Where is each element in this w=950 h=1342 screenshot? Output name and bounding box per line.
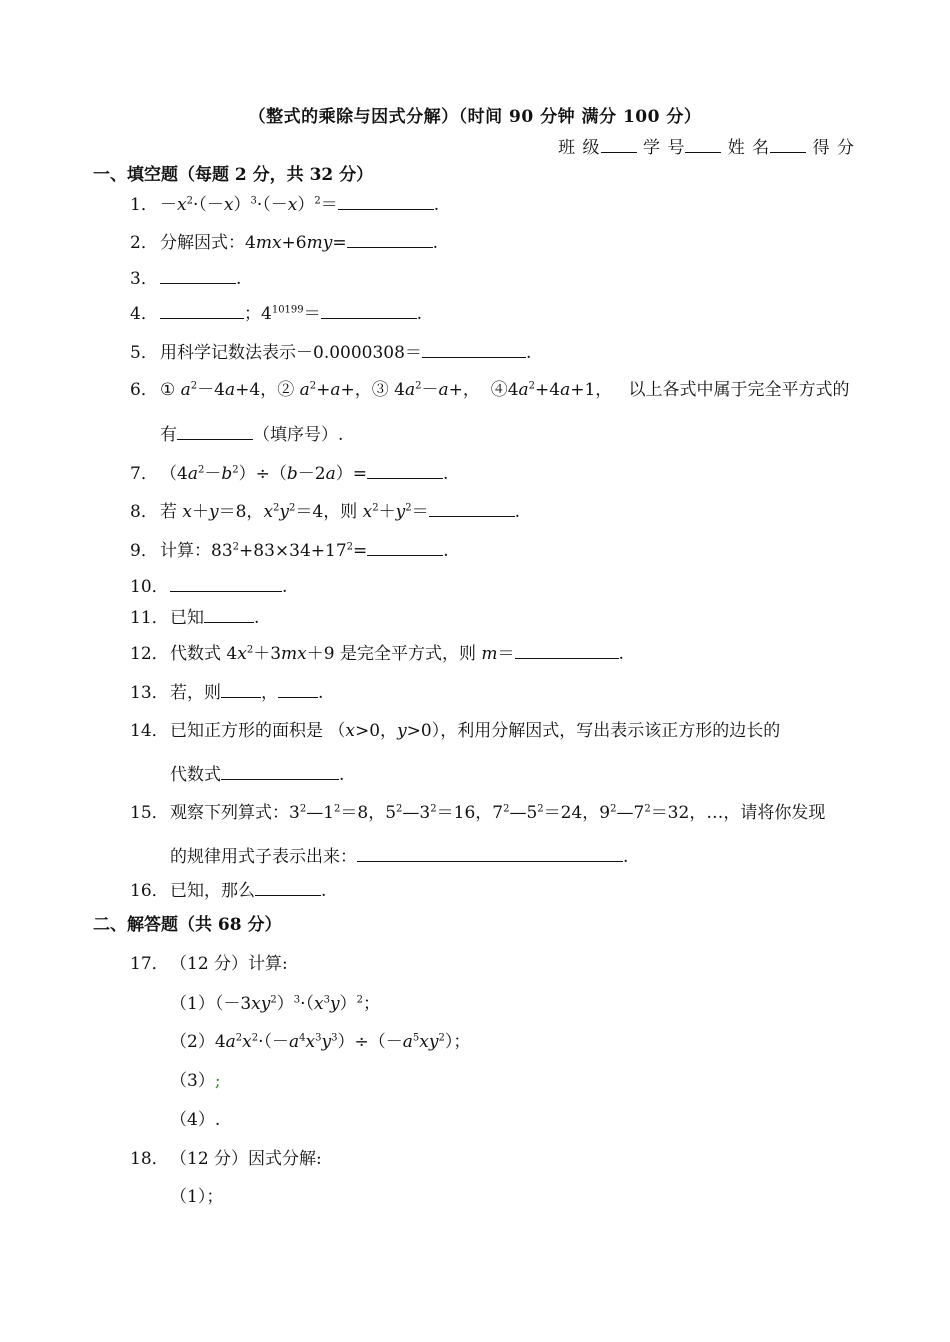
question-17-part-3: （3）;	[170, 1071, 221, 1091]
answer-blank[interactable]	[515, 642, 619, 659]
answer-blank[interactable]	[160, 267, 236, 284]
question-17-part-4: （4）.	[170, 1110, 221, 1130]
answer-blank[interactable]	[338, 193, 434, 210]
question-9: 9． 计算：$83^2+83\times 34+17^2=$ .	[130, 541, 449, 561]
answer-blank[interactable]	[429, 500, 515, 517]
question-4: 4． ；$4^{10199}=$ .	[130, 304, 423, 324]
page-title: （整式的乘除与因式分解）（时间 90 分钟 满分 100 分）	[248, 107, 702, 127]
class-label: 班 级	[558, 138, 601, 158]
answer-blank[interactable]	[221, 681, 261, 698]
question-12: 12．代数式 $4x^2+3mx+9$ 是完全平方式，则 m＝ .	[130, 644, 624, 664]
question-11: 11．已知 .	[130, 608, 260, 628]
answer-blank[interactable]	[177, 423, 253, 440]
question-8: 8． 若 x＋y＝8，$x^2y^2=4$，则 $x^2+y^2=$ .	[130, 502, 520, 522]
question-10: 10． .	[130, 577, 288, 597]
question-5: 5． 用科学记数法表示－0.0000308＝ .	[130, 343, 532, 363]
answer-blank[interactable]	[221, 763, 339, 780]
number-label: 学 号	[642, 138, 686, 158]
name-label: 姓 名	[727, 138, 771, 158]
question-7: 7． $(4a^2-b^2)\div(b-2a)=$ .	[130, 464, 449, 484]
answer-blank[interactable]	[347, 231, 433, 248]
answer-blank[interactable]	[170, 575, 282, 592]
answer-blank[interactable]	[367, 462, 443, 479]
question-2: 2． 分解因式：4mx+6my= .	[130, 233, 438, 253]
question-14-cont: 代数式 .	[170, 765, 345, 785]
question-16: 16．已知，那么 .	[130, 881, 327, 901]
question-6: 6． ① $a^2-4a+4$，② $a^2+a+$，③ $4a^2-a+$， $④4a^2+4a+1$， 以上各式中属于完全平方式的	[130, 380, 850, 400]
question-1: 1． $-x^2\cdot(-x)^3\cdot(-x)^2=$ .	[130, 195, 440, 215]
question-18: 18．（12 分）因式分解:	[130, 1149, 322, 1169]
question-15: 15．观察下列算式：$3^2—1^2=8$，$5^2—3^2=16$，$7^2—5^2=24$，$9^2—7^2=32$，…，请将你发现	[130, 803, 826, 823]
question-17-part-1: $(1)(-3xy^2)^3\cdot(x^3y)^2$；	[170, 994, 380, 1014]
question-18-part-1: （1）；	[170, 1187, 224, 1207]
answer-blank[interactable]	[160, 302, 244, 319]
question-17: 17．（12 分）计算:	[130, 954, 288, 974]
question-17-part-2: $(2)4a^2x^2\cdot(-a^4x^3y^3)\div(-a^5xy^2)$；	[170, 1032, 471, 1052]
number-blank[interactable]	[685, 136, 721, 153]
score-label: 得 分	[812, 138, 855, 158]
answer-blank[interactable]	[278, 681, 318, 698]
section-fill-in-title: 一、填空题（每题 2 分，共 32 分）	[93, 165, 374, 185]
question-3: 3． .	[130, 269, 242, 289]
section-answer-title: 二、解答题（共 68 分）	[93, 915, 282, 935]
answer-blank[interactable]	[357, 845, 623, 862]
student-info-line	[558, 136, 855, 159]
answer-blank[interactable]	[321, 302, 417, 319]
answer-blank[interactable]	[204, 606, 254, 623]
question-13: 13．若，则 ， .	[130, 683, 324, 703]
answer-blank[interactable]	[422, 341, 526, 358]
answer-blank[interactable]	[367, 539, 443, 556]
answer-blank[interactable]	[255, 879, 321, 896]
question-15-cont: 的规律用式子表示出来： .	[170, 847, 629, 867]
question-6-cont: 有 （填序号）.	[160, 425, 344, 445]
class-blank[interactable]	[601, 136, 637, 153]
question-14: 14．已知正方形的面积是 （x>0，y>0），利用分解因式，写出表示该正方形的边长的	[130, 721, 781, 741]
name-blank[interactable]	[770, 136, 806, 153]
